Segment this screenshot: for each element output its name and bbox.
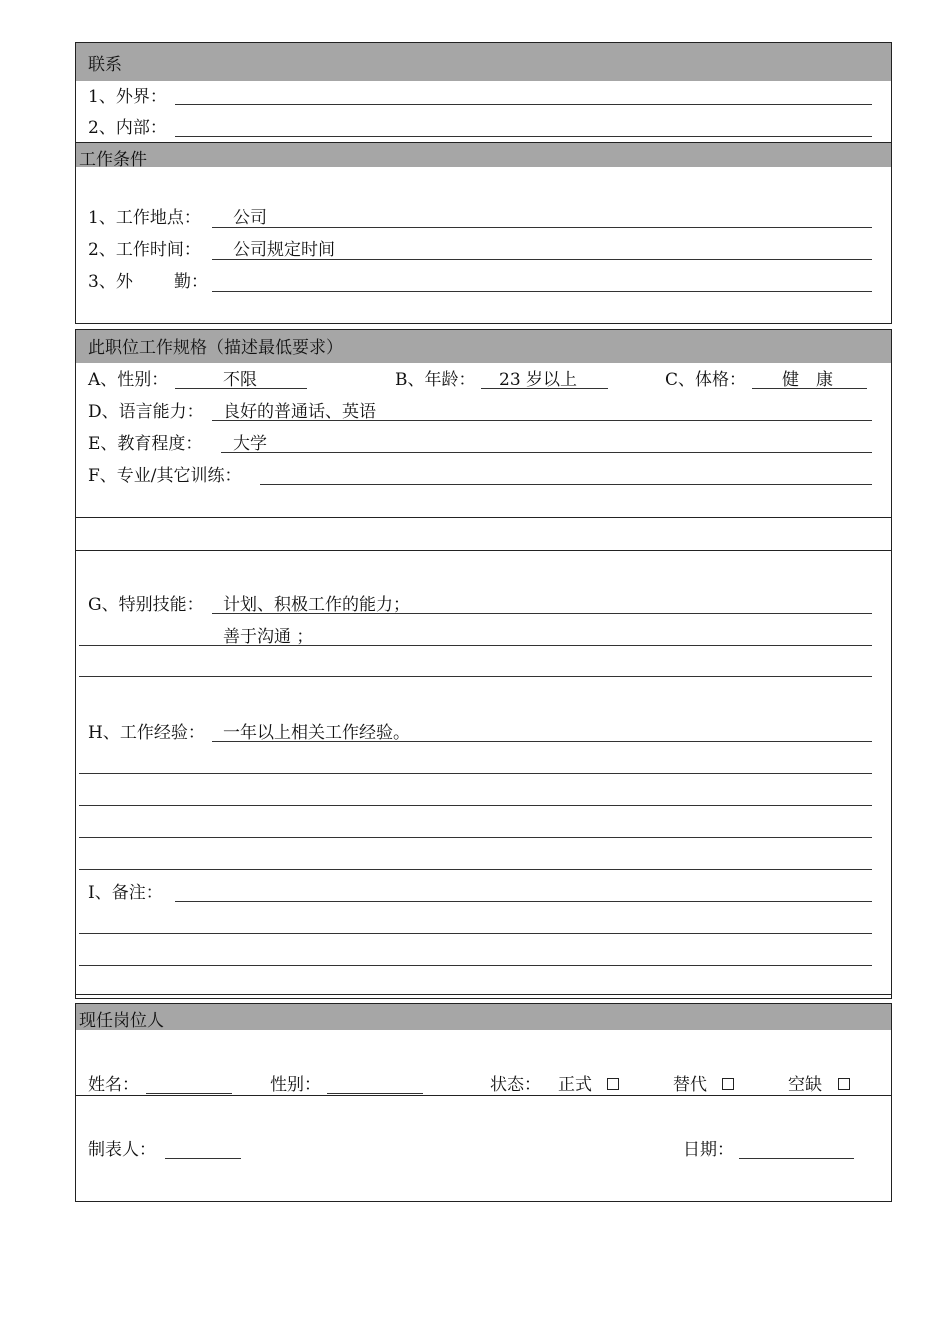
remarks-line-3 bbox=[79, 965, 872, 966]
age-value: 23 岁以上 bbox=[499, 370, 578, 390]
conditions-section bbox=[75, 142, 892, 324]
experience-line-2 bbox=[79, 773, 872, 774]
contact-internal-line bbox=[175, 136, 872, 137]
date-label: 日期： bbox=[683, 1140, 734, 1160]
conditions-header-band bbox=[76, 143, 891, 170]
conditions-header: 工作条件 bbox=[79, 150, 147, 170]
incumbent-gender-line bbox=[327, 1093, 423, 1094]
gender-value: 不限 bbox=[223, 370, 257, 390]
location-label: 1、工作地点： bbox=[88, 208, 201, 228]
skills-value-2: 善于沟通 ； bbox=[223, 627, 314, 647]
preparer-label: 制表人： bbox=[88, 1140, 156, 1160]
training-label: F、专业/其它训练： bbox=[88, 466, 242, 486]
experience-value: 一年以上相关工作经验。 bbox=[223, 723, 410, 743]
physique-value: 健 康 bbox=[782, 370, 833, 390]
incumbent-name-label: 姓名： bbox=[88, 1075, 139, 1095]
skills-label: G、特别技能： bbox=[88, 595, 204, 615]
field-work-label-a: 3、外 bbox=[88, 272, 133, 292]
spec-header-band bbox=[76, 330, 891, 363]
option-formal-label: 正式 bbox=[558, 1075, 592, 1095]
incumbent-header: 现任岗位人 bbox=[79, 1011, 164, 1031]
education-label: E、教育程度： bbox=[88, 434, 203, 454]
physique-label: C、体格： bbox=[665, 370, 747, 390]
option-vacant-checkbox[interactable] bbox=[838, 1078, 850, 1090]
skills-value-1: 计划、积极工作的能力； bbox=[223, 595, 410, 615]
option-vacant-label: 空缺 bbox=[788, 1075, 822, 1095]
conditions-right-rule bbox=[891, 167, 892, 227]
option-formal-checkbox[interactable] bbox=[607, 1078, 619, 1090]
remarks-line-1 bbox=[175, 901, 872, 902]
preparer-line bbox=[165, 1158, 241, 1159]
experience-line-3 bbox=[79, 805, 872, 806]
education-line bbox=[221, 452, 872, 453]
date-line bbox=[739, 1158, 854, 1159]
incumbent-status-label: 状态： bbox=[490, 1075, 541, 1095]
language-value: 良好的普通话、英语 bbox=[223, 402, 376, 422]
time-label: 2、工作时间： bbox=[88, 240, 201, 260]
skills-line-2 bbox=[79, 645, 872, 646]
skills-line-3 bbox=[79, 676, 872, 677]
remarks-line-2 bbox=[79, 933, 872, 934]
option-substitute-checkbox[interactable] bbox=[722, 1078, 734, 1090]
training-line bbox=[260, 484, 872, 485]
language-label: D、语言能力： bbox=[88, 402, 204, 422]
age-label: B、年龄： bbox=[395, 370, 476, 390]
time-value: 公司规定时间 bbox=[233, 240, 335, 260]
skills-bottom-rule bbox=[75, 994, 892, 995]
contact-header-band bbox=[76, 43, 891, 81]
incumbent-header-band bbox=[76, 1004, 891, 1030]
skills-section bbox=[75, 550, 892, 999]
field-work-label-b: 勤： bbox=[174, 272, 208, 292]
experience-line-5 bbox=[79, 869, 872, 870]
experience-line-4 bbox=[79, 837, 872, 838]
field-work-line bbox=[212, 291, 872, 292]
spec-header: 此职位工作规格（描述最低要求） bbox=[88, 338, 343, 358]
remarks-label: I、备注： bbox=[88, 883, 163, 903]
gender-label: A、性别： bbox=[88, 370, 169, 390]
blank-row bbox=[75, 517, 892, 551]
footer-section bbox=[75, 1095, 892, 1202]
location-value: 公司 bbox=[233, 208, 267, 228]
contact-external-label: 1、外界： bbox=[88, 87, 167, 107]
incumbent-name-line bbox=[146, 1093, 232, 1094]
option-substitute-label: 替代 bbox=[673, 1075, 707, 1095]
education-value: 大学 bbox=[233, 434, 267, 454]
experience-label: H、工作经验： bbox=[88, 723, 205, 743]
incumbent-gender-label: 性别： bbox=[270, 1075, 321, 1095]
contact-header: 联系 bbox=[88, 55, 122, 75]
location-line bbox=[212, 227, 872, 228]
contact-internal-label: 2、内部： bbox=[88, 118, 167, 138]
contact-external-line bbox=[175, 104, 872, 105]
